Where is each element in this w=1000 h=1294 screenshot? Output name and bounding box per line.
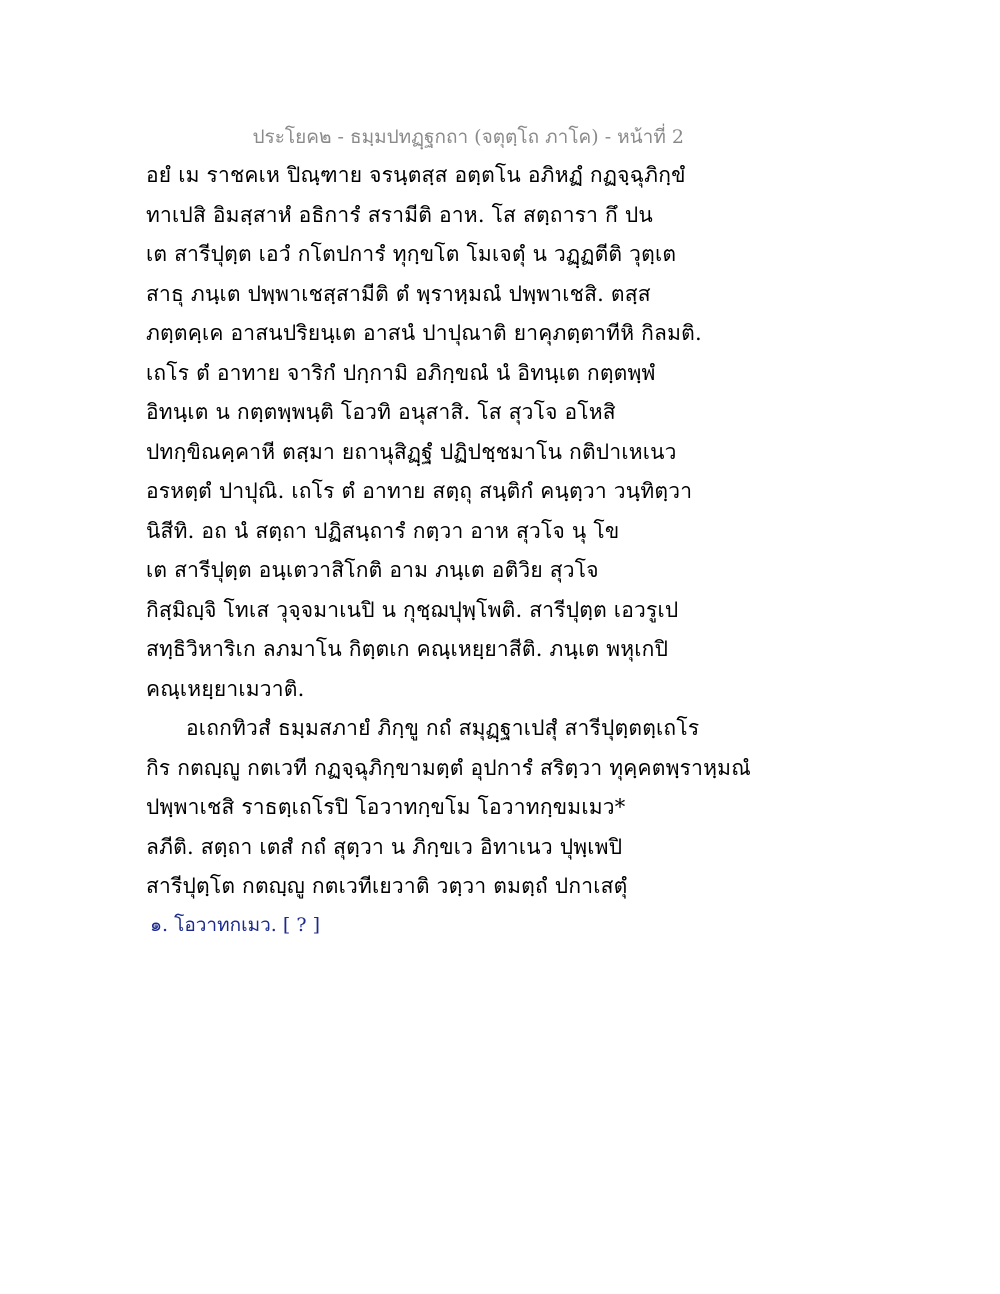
text-line: อิทนฺเต น กตฺตพฺพนฺติ โอวทิ อนุสาสิ. โส สุวโจ อโหสิ (146, 400, 616, 424)
text-line: กิสฺมิญฺจิ โทเส วุจฺจมาเนปิ น กุชฺฌปุพฺโพติ. สารีปุตฺต เอวรูเป (146, 597, 679, 622)
text-line: คณฺเหยฺยาเมวาติ. (146, 676, 305, 701)
text-line: เต สารีปุตฺต อนฺเตวาสิโกติ อาม ภนฺเต อติวิย สุวโจ (146, 558, 599, 582)
text-line: ปพฺพาเชสิ ราธตฺเถโรปิ โอวาทกฺขโม โอวาทกฺขมเมว* (146, 795, 626, 819)
text-line: เต สารีปุตฺต เอวํ กโตปการํ ทุกฺขโต โมเจตุํ น วฏฺฏตีติ วุตฺเต (146, 242, 677, 266)
text-line: สารีปุตฺโต กตญฺญู กตเวทีเยวาติ วตฺวา ตมตฺถํ ปกาเสตุํ (146, 874, 628, 898)
page-header: ประโยค๒ - ธมฺมปทฏฺฐกถา (จตุตฺโถ ภาโค) - หน้าที่ 2 (252, 126, 684, 148)
text-line: สาธุ ภนฺเต ปพฺพาเชสฺสามีติ ตํ พฺราหฺมณํ ปพฺพาเชสิ. ตสฺส (146, 281, 651, 306)
text-line: ลภีติ. สตฺถา เตสํ กถํ สุตฺวา น ภิกฺขเว อิทาเนว ปุพฺเพปิ (146, 834, 623, 859)
footnote: ๑. โอวาทกเมว. [ ? ] (150, 914, 320, 936)
text-line: กิร กตญฺญู กตเวที กฏจฺฉุภิกฺขามตฺตํ อุปการํ สริตฺวา ทุคฺคตพฺราหฺมณํ (146, 755, 751, 780)
text-line: สทฺธิวิหาริเก ลภมาโน กิตฺตเก คณฺเหยฺยาสีติ. ภนฺเต พหุเกปิ (146, 637, 669, 661)
text-line: นิสีทิ. อถ นํ สตฺถา ปฏิสนฺถารํ กตฺวา อาห สุวโจ นุ โข (146, 518, 620, 543)
paragraph-start-line: อเถกทิวสํ ธมฺมสภายํ ภิกฺขู กถํ สมุฏฺฐาเปสุํ สารีปุตฺตตฺเถโร (186, 716, 700, 740)
body-text (146, 156, 751, 907)
text-line: เถโร ตํ อาทาย จาริกํ ปกฺกามิ อภิกฺขณํ นํ อิทนฺเต กตฺตพฺพํ (146, 360, 656, 385)
text-line: อยํ เม ราชคเห ปิณฺฑาย จรนฺตสฺส อตฺตโน อภิหฏํ กฏจฺฉุภิกฺขํ (146, 163, 686, 187)
text-line: ทาเปสิ อิมสฺสาหํ อธิการํ สรามีติ อาห. โส สตฺถารา กึ ปน (146, 202, 653, 227)
text-line: ปทกฺขิณคฺคาหี ตสฺมา ยถานุสิฏฺฐํ ปฏิปชฺชมาโน กติปาเหเนว (146, 439, 677, 464)
text-line: ภตฺตคฺเค อาสนปริยนฺเต อาสนํ ปาปุณาติ ยาคุภตฺตาทีหิ กิลมติ. (146, 321, 702, 345)
text-line: อรหตฺตํ ปาปุณิ. เถโร ตํ อาทาย สตฺถุ สนฺติกํ คนฺตฺวา วนฺทิตฺวา (146, 479, 693, 503)
